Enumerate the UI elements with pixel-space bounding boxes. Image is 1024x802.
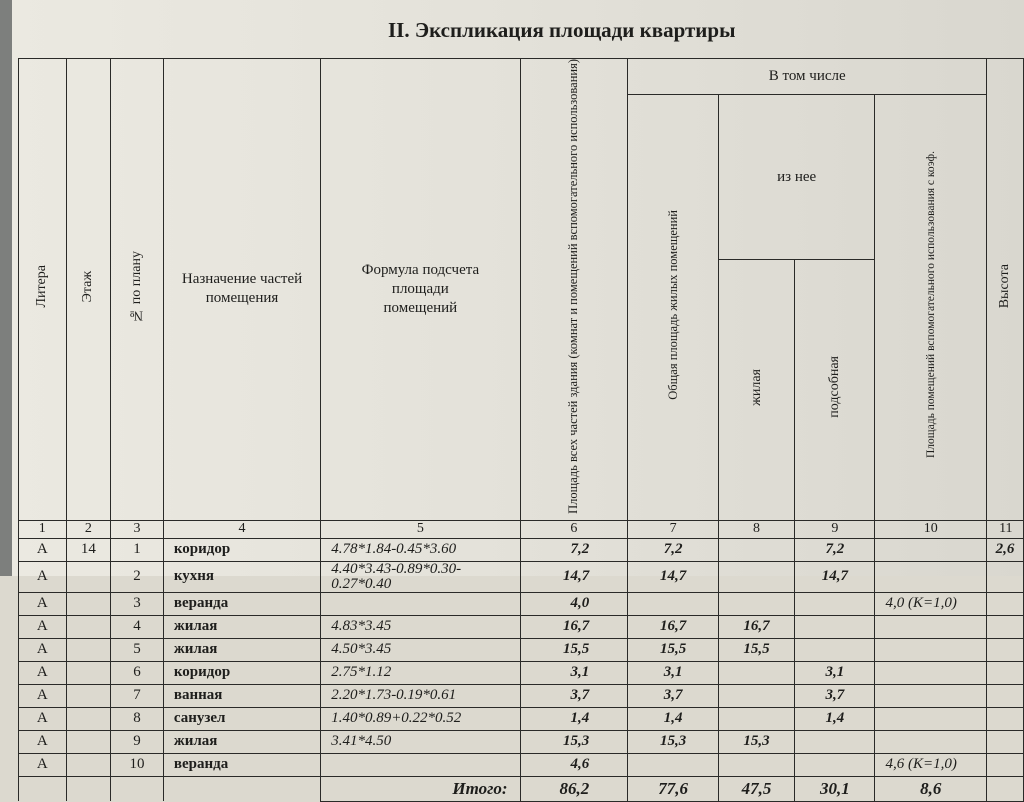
table-cell-height — [987, 661, 1024, 684]
table-cell-litera: А — [19, 730, 67, 753]
header-vspomogat: Площадь помещений вспомогательного использования с коэф. — [875, 95, 987, 521]
header-vysota: Высота — [987, 59, 1024, 521]
table-cell-area-total: 16,7 — [520, 615, 628, 638]
table-cell-naznachenie: ванная — [163, 684, 320, 707]
total-cell: 30,1 — [795, 776, 875, 801]
col-number: 7 — [628, 520, 719, 538]
table-cell-area-utility — [795, 753, 875, 776]
table-cell-nomer: 9 — [111, 730, 164, 753]
page-edge-shadow — [0, 0, 12, 576]
table-cell-naznachenie: санузел — [163, 707, 320, 730]
table-cell-area-total: 4,6 — [520, 753, 628, 776]
table-cell-area-auxiliary — [875, 684, 987, 707]
table-cell-litera: А — [19, 561, 67, 592]
table-cell-litera: А — [19, 753, 67, 776]
table-cell-nomer: 8 — [111, 707, 164, 730]
header-ploshad-vseh: Площадь всех частей здания (комнат и помещений вспомогательного использования) — [520, 59, 628, 521]
table-cell-area-living-total: 3,1 — [628, 661, 719, 684]
table-cell-formula: 2.20*1.73-0.19*0.61 — [321, 684, 520, 707]
table-cell-height — [987, 638, 1024, 661]
table-cell-area-auxiliary: 4,0 (К=1,0) — [875, 592, 987, 615]
table-cell-area-living-total: 14,7 — [628, 561, 719, 592]
table-cell-etazh — [66, 730, 111, 753]
table-row — [19, 707, 1024, 730]
table-cell-litera: А — [19, 538, 67, 561]
total-cell: 8,6 — [875, 776, 987, 801]
table-cell-area-utility — [795, 615, 875, 638]
table-cell-naznachenie: жилая — [163, 638, 320, 661]
table-cell-litera: А — [19, 592, 67, 615]
total-cell: 77,6 — [628, 776, 719, 801]
table-row — [19, 561, 1024, 592]
table-cell-formula: 4.78*1.84-0.45*3.60 — [321, 538, 520, 561]
table-cell-area-utility: 7,2 — [795, 538, 875, 561]
table-cell-area-auxiliary — [875, 538, 987, 561]
table-cell-height — [987, 561, 1024, 592]
table-cell-area-living-total: 16,7 — [628, 615, 719, 638]
header-iz-nee: из нее — [718, 95, 875, 260]
table-row — [19, 684, 1024, 707]
table-cell-area-total: 15,5 — [520, 638, 628, 661]
table-cell-area-utility — [795, 638, 875, 661]
table-cell-area-living-total — [628, 592, 719, 615]
table-row — [19, 753, 1024, 776]
total-cell: 86,2 — [520, 776, 628, 801]
table-cell-nomer: 7 — [111, 684, 164, 707]
table-cell-etazh — [66, 638, 111, 661]
table-cell-naznachenie: коридор — [163, 661, 320, 684]
col-number: 2 — [66, 520, 111, 538]
table-cell-nomer: 2 — [111, 561, 164, 592]
table-cell-area-living — [718, 707, 794, 730]
column-number-row — [19, 520, 1024, 538]
table-cell-etazh: 14 — [66, 538, 111, 561]
col-number: 4 — [163, 520, 320, 538]
table-cell-area-utility: 1,4 — [795, 707, 875, 730]
table-cell-height — [987, 592, 1024, 615]
table-cell-etazh — [66, 615, 111, 638]
table-cell-area-total: 15,3 — [520, 730, 628, 753]
table-cell-area-living-total: 3,7 — [628, 684, 719, 707]
table-cell-naznachenie: коридор — [163, 538, 320, 561]
table-cell-area-living-total: 15,5 — [628, 638, 719, 661]
table-cell-area-total: 4,0 — [520, 592, 628, 615]
table-cell-area-auxiliary — [875, 561, 987, 592]
table-cell-formula: 2.75*1.12 — [321, 661, 520, 684]
table-cell-height — [987, 753, 1024, 776]
table-cell-naznachenie: кухня — [163, 561, 320, 592]
table-cell-area-auxiliary — [875, 707, 987, 730]
table-cell-litera: А — [19, 684, 67, 707]
table-cell-area-utility — [795, 730, 875, 753]
table-cell-area-total: 3,1 — [520, 661, 628, 684]
table-cell-area-living: 15,3 — [718, 730, 794, 753]
table-cell-area-living-total: 7,2 — [628, 538, 719, 561]
table-cell-area-total: 7,2 — [520, 538, 628, 561]
table-cell-height — [987, 730, 1024, 753]
table-cell-area-utility — [795, 592, 875, 615]
col-number: 5 — [321, 520, 520, 538]
table-cell-area-living — [718, 561, 794, 592]
table-cell-height: 2,6 — [987, 538, 1024, 561]
header-etazh: Этаж — [66, 59, 111, 521]
total-row — [19, 776, 1024, 801]
table-cell-nomer: 3 — [111, 592, 164, 615]
table-cell-height — [987, 615, 1024, 638]
table-cell-height — [987, 684, 1024, 707]
header-litera: Литера — [19, 59, 67, 521]
table-cell-formula: 4.40*3.43-0.89*0.30-0.27*0.40 — [321, 561, 520, 592]
room-rows — [19, 538, 1024, 776]
table-cell-area-total: 3,7 — [520, 684, 628, 707]
explication-table — [18, 58, 1024, 802]
table-cell-area-living-total — [628, 753, 719, 776]
table-cell-height — [987, 707, 1024, 730]
table-cell-area-living-total: 15,3 — [628, 730, 719, 753]
header-v-tom-chisle: В том числе — [628, 59, 987, 95]
table-cell-etazh — [66, 707, 111, 730]
table-cell-area-auxiliary — [875, 638, 987, 661]
header-podsobnaya: подсобная — [795, 260, 875, 521]
table-cell-nomer: 6 — [111, 661, 164, 684]
table-cell-area-living: 15,5 — [718, 638, 794, 661]
table-cell-area-utility: 3,7 — [795, 684, 875, 707]
table-cell-formula: 3.41*4.50 — [321, 730, 520, 753]
table-cell-formula — [321, 753, 520, 776]
table-cell-litera: А — [19, 661, 67, 684]
table-cell-nomer: 4 — [111, 615, 164, 638]
table-cell-naznachenie: веранда — [163, 592, 320, 615]
table-cell-naznachenie: жилая — [163, 615, 320, 638]
table-cell-etazh — [66, 561, 111, 592]
table-cell-etazh — [66, 684, 111, 707]
table-cell-area-total: 1,4 — [520, 707, 628, 730]
table-cell-etazh — [66, 753, 111, 776]
table-cell-etazh — [66, 661, 111, 684]
table-cell-area-living — [718, 661, 794, 684]
table-cell-nomer: 5 — [111, 638, 164, 661]
col-number: 6 — [520, 520, 628, 538]
table-cell-area-living — [718, 592, 794, 615]
table-cell-area-living-total: 1,4 — [628, 707, 719, 730]
table-cell-formula: 4.83*3.45 — [321, 615, 520, 638]
col-number: 8 — [718, 520, 794, 538]
table-cell-naznachenie: жилая — [163, 730, 320, 753]
col-number: 11 — [987, 520, 1024, 538]
col-number: 1 — [19, 520, 67, 538]
table-row — [19, 538, 1024, 561]
table-row — [19, 661, 1024, 684]
table-cell-formula: 1.40*0.89+0.22*0.52 — [321, 707, 520, 730]
table-cell-nomer: 10 — [111, 753, 164, 776]
table-cell-area-utility: 14,7 — [795, 561, 875, 592]
header-naznachenie: Назначение частей помещения — [163, 59, 320, 521]
table-cell-area-auxiliary — [875, 730, 987, 753]
table-cell-area-living — [718, 753, 794, 776]
table-cell-area-auxiliary: 4,6 (К=1,0) — [875, 753, 987, 776]
table-cell-area-living — [718, 538, 794, 561]
header-formula: Формула подсчета площади помещений — [321, 59, 520, 521]
table-row — [19, 615, 1024, 638]
table-cell-area-auxiliary — [875, 661, 987, 684]
table-cell-area-auxiliary — [875, 615, 987, 638]
table-cell-formula: 4.50*3.45 — [321, 638, 520, 661]
table-cell-area-utility: 3,1 — [795, 661, 875, 684]
table-cell-nomer: 1 — [111, 538, 164, 561]
table-cell-area-living — [718, 684, 794, 707]
table-cell-litera: А — [19, 707, 67, 730]
total-label: Итого: — [321, 776, 520, 801]
col-number: 3 — [111, 520, 164, 538]
table-cell-naznachenie: веранда — [163, 753, 320, 776]
table-row — [19, 592, 1024, 615]
header-zhilaya: жилая — [718, 260, 794, 521]
header-nomer: № по плану — [111, 59, 164, 521]
table-cell-formula — [321, 592, 520, 615]
table-cell-litera: А — [19, 638, 67, 661]
document-title: II. Экспликация площади квартиры — [388, 18, 736, 42]
table-cell-litera: А — [19, 615, 67, 638]
table-cell-etazh — [66, 592, 111, 615]
table-cell-area-living: 16,7 — [718, 615, 794, 638]
total-cell: 47,5 — [718, 776, 794, 801]
col-number: 9 — [795, 520, 875, 538]
table-row — [19, 638, 1024, 661]
header-obshaya: Общая площадь жилых помещений — [628, 95, 719, 521]
table-row — [19, 730, 1024, 753]
col-number: 10 — [875, 520, 987, 538]
table-cell-area-total: 14,7 — [520, 561, 628, 592]
